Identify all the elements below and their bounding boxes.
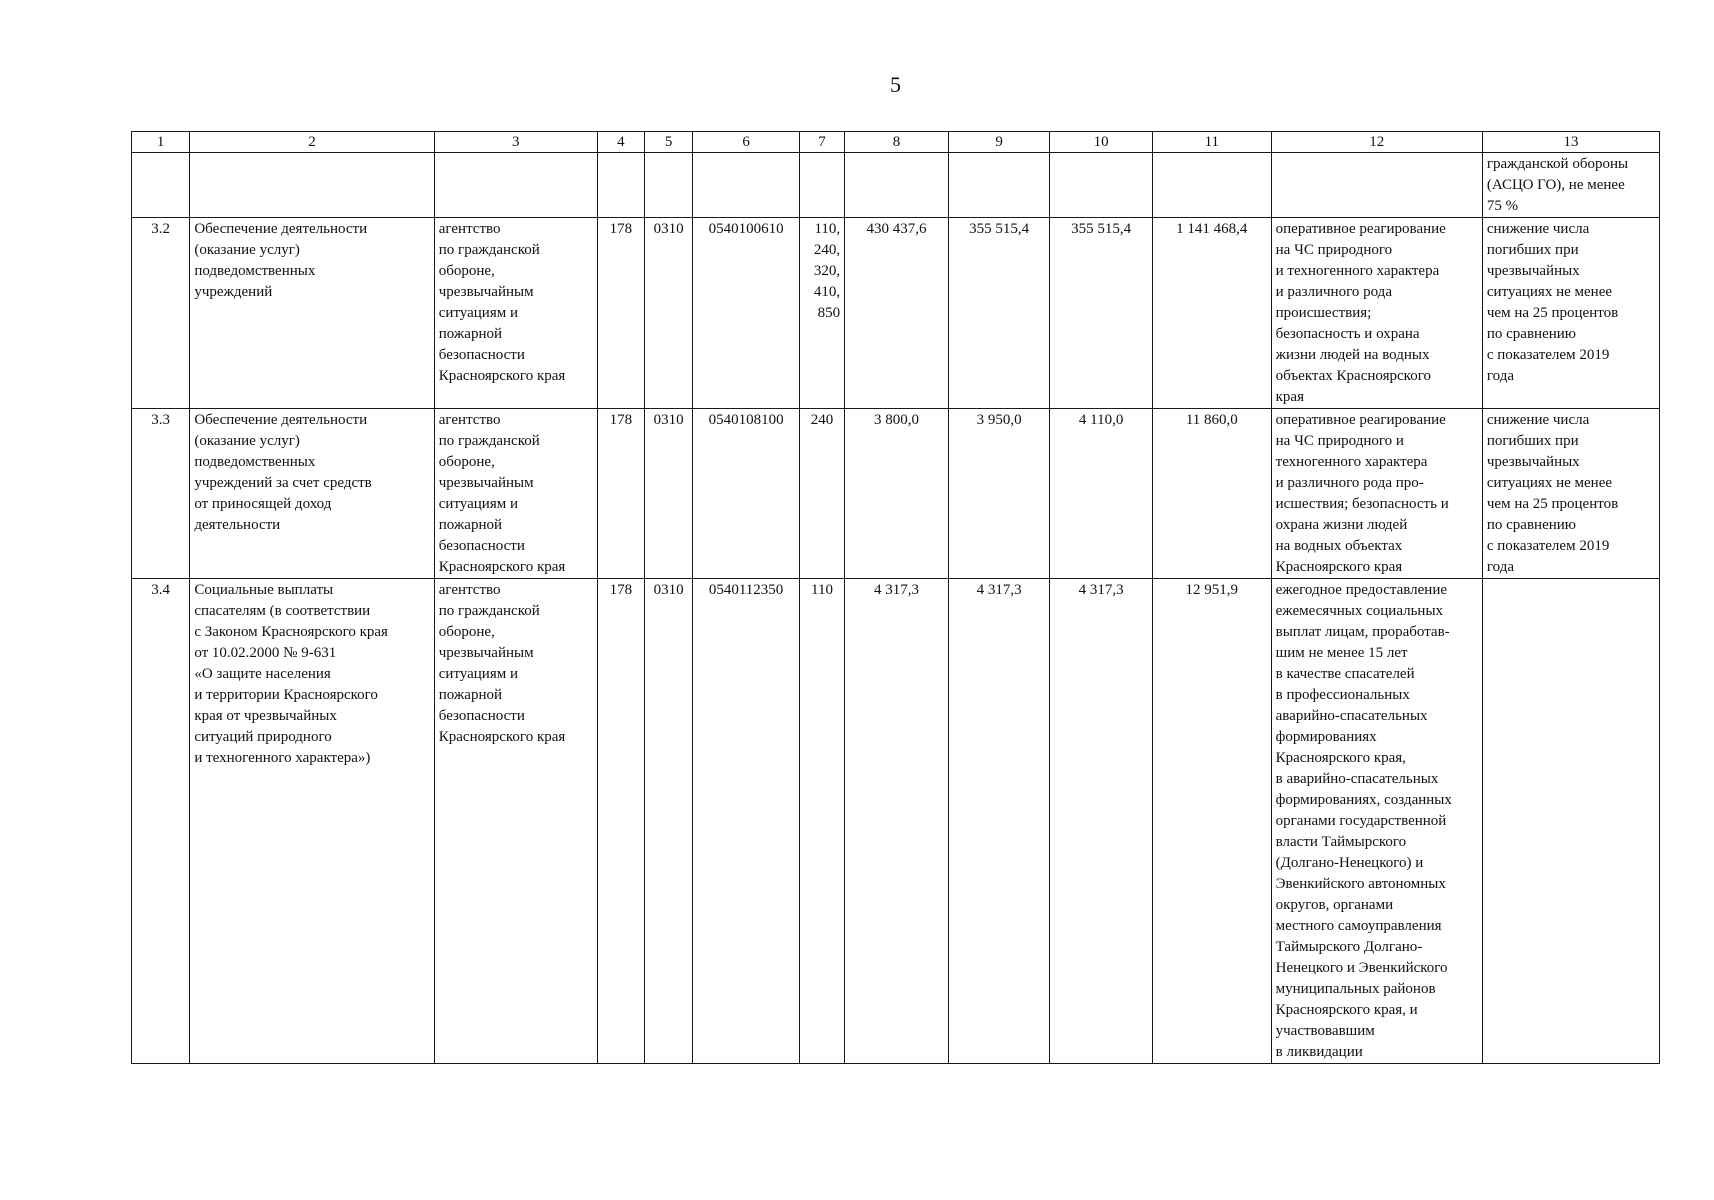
section-code-cell: 0310: [644, 579, 692, 1064]
header-cell-7: 7: [799, 132, 844, 153]
year-2-amount-cell: [948, 153, 1050, 218]
table-row-3-2: [132, 218, 1660, 409]
grbs-code-cell: 178: [597, 218, 644, 409]
header-cell-4: 4: [597, 132, 644, 153]
year-3-amount-cell: [1050, 153, 1153, 218]
row-number-cell: 3.3: [132, 409, 190, 579]
row-number-cell: [132, 153, 190, 218]
header-cell-2: 2: [190, 132, 434, 153]
section-code-cell: [644, 153, 692, 218]
grbs-code-cell: [597, 153, 644, 218]
year-1-amount-cell: 4 317,3: [845, 579, 949, 1064]
expense-type-cell: 110, 240, 320, 410, 850: [799, 218, 844, 409]
year-3-amount-cell: 4 110,0: [1050, 409, 1153, 579]
total-amount-cell: 12 951,9: [1152, 579, 1271, 1064]
activity-name-cell: Обеспечение деятельности (оказание услуг) подведомственных учреждений за счет средств от приносящей доход деятельности: [190, 409, 434, 579]
header-cell-3: 3: [434, 132, 597, 153]
page-number: 5: [890, 72, 901, 97]
column-number-header-row: [132, 132, 1660, 153]
agency-cell: агентство по гражданской обороне, чрезвычайным ситуациям и пожарной безопасности Красноярского края: [434, 218, 597, 409]
year-1-amount-cell: 430 437,6: [845, 218, 949, 409]
program-activities-table: [131, 131, 1660, 1064]
expense-type-cell: 240: [799, 409, 844, 579]
header-cell-8: 8: [845, 132, 949, 153]
target-article-cell: 0540100610: [693, 218, 800, 409]
indicator-cell: снижение числа погибших при чрезвычайных ситуациях не менее чем на 25 процентов по сравнению с показателем 2019 года: [1482, 409, 1659, 579]
section-code-cell: 0310: [644, 409, 692, 579]
total-amount-cell: 1 141 468,4: [1152, 218, 1271, 409]
table-row-continuation: [132, 153, 1660, 218]
expected-result-cell: оперативное реагирование на ЧС природного и техногенного характера и различного рода про- исшествия; безопасность и охрана жизни людей на водных объектах Красноярского края: [1271, 409, 1482, 579]
expense-type-cell: [799, 153, 844, 218]
table-row-3-3: [132, 409, 1660, 579]
target-article-cell: 0540112350: [693, 579, 800, 1064]
expected-result-cell: [1271, 153, 1482, 218]
year-3-amount-cell: 355 515,4: [1050, 218, 1153, 409]
expense-type-cell: 110: [799, 579, 844, 1064]
indicator-cell: снижение числа погибших при чрезвычайных ситуациях не менее чем на 25 процентов по сравнению с показателем 2019 года: [1482, 218, 1659, 409]
agency-cell: [434, 153, 597, 218]
agency-cell: агентство по гражданской обороне, чрезвычайным ситуациям и пожарной безопасности Красноярского края: [434, 409, 597, 579]
expected-result-cell: ежегодное предоставление ежемесячных социальных выплат лицам, проработав- шим не менее 15 лет в качестве спасателей в профессиональных аварийно-спасательных формированиях Красноярского края, в аварийно-спасательных формированиях, созданных органами государственной власти Таймырского (Долгано-Ненецкого) и Эвенкийского автономных округов, органами местного самоуправления Таймырского Долгано- Ненецкого и Эвенкийского муниципальных районов Красноярского края, и участвовавшим в ликвидации: [1271, 579, 1482, 1064]
section-code-cell: 0310: [644, 218, 692, 409]
header-cell-1: 1: [132, 132, 190, 153]
total-amount-cell: 11 860,0: [1152, 409, 1271, 579]
row-number-cell: 3.2: [132, 218, 190, 409]
expected-result-cell: оперативное реагирование на ЧС природного и техногенного характера и различного рода происшествия; безопасность и охрана жизни людей на водных объектах Красноярского края: [1271, 218, 1482, 409]
header-cell-11: 11: [1152, 132, 1271, 153]
year-1-amount-cell: [845, 153, 949, 218]
year-2-amount-cell: 3 950,0: [948, 409, 1050, 579]
total-amount-cell: [1152, 153, 1271, 218]
activity-name-cell: Обеспечение деятельности (оказание услуг) подведомственных учреждений: [190, 218, 434, 409]
header-cell-5: 5: [644, 132, 692, 153]
indicator-cell: [1482, 579, 1659, 1064]
header-cell-13: 13: [1482, 132, 1659, 153]
grbs-code-cell: 178: [597, 409, 644, 579]
table-row-3-4: [132, 579, 1660, 1064]
activity-name-cell: [190, 153, 434, 218]
header-cell-10: 10: [1050, 132, 1153, 153]
activity-name-cell: Социальные выплаты спасателям (в соответствии с Законом Красноярского края от 10.02.2000 № 9-631 «О защите населения и территории Красноярского края от чрезвычайных ситуаций природного и техногенного характера»): [190, 579, 434, 1064]
header-cell-6: 6: [693, 132, 800, 153]
header-cell-12: 12: [1271, 132, 1482, 153]
year-1-amount-cell: 3 800,0: [845, 409, 949, 579]
indicator-cell: гражданской обороны (АСЦО ГО), не менее 75 %: [1482, 153, 1659, 218]
year-2-amount-cell: 355 515,4: [948, 218, 1050, 409]
year-3-amount-cell: 4 317,3: [1050, 579, 1153, 1064]
header-cell-9: 9: [948, 132, 1050, 153]
target-article-cell: [693, 153, 800, 218]
target-article-cell: 0540108100: [693, 409, 800, 579]
grbs-code-cell: 178: [597, 579, 644, 1064]
row-number-cell: 3.4: [132, 579, 190, 1064]
year-2-amount-cell: 4 317,3: [948, 579, 1050, 1064]
agency-cell: агентство по гражданской обороне, чрезвычайным ситуациям и пожарной безопасности Красноярского края: [434, 579, 597, 1064]
